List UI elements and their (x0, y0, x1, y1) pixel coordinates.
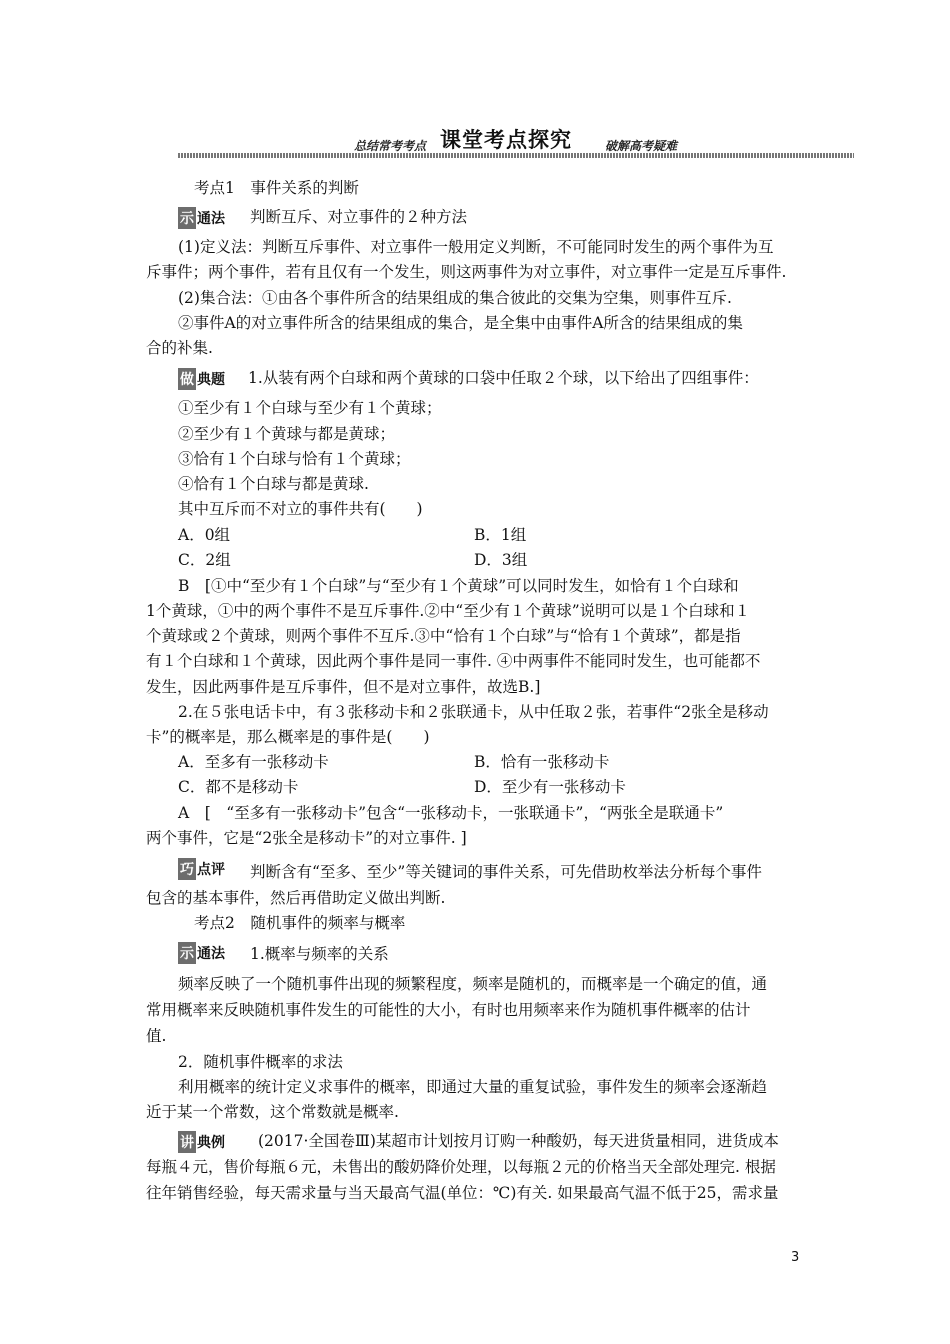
option: ③恰有１个白球与恰有１个黄球； (178, 450, 411, 468)
page-number: 3 (791, 1250, 800, 1265)
review-text: 判断含有“至多、至少”等关键词的事件关系，可先借助枚举法分析每个事件 (250, 863, 762, 881)
page-header (178, 126, 854, 160)
choice-d: D．3组 (474, 551, 528, 569)
option: ④恰有１个白球与都是黄球. (178, 475, 369, 493)
method-tag-icon: 示 (178, 942, 196, 964)
paragraph: 频率反映了一个随机事件出现的频繁程度，频率是随机的，而概率是一个确定的值，通 (178, 975, 768, 993)
method-tag: 示 通法 (178, 207, 225, 229)
header-title: 课堂考点探究 (440, 128, 572, 152)
review-tag-icon: 巧 (178, 858, 196, 880)
answer-text: 有１个白球和１个黄球，因此两个事件是同一事件. ④中两事件不能同时发生，也可能都不 (146, 652, 761, 670)
header-right-text: 破解高考疑难 (605, 139, 678, 153)
choice-c: C．都不是移动卡 (178, 778, 299, 796)
question-2: 卡”的概率是，那么概率是的事件是( ) (146, 728, 430, 746)
paragraph: 利用概率的统计定义求事件的概率，即通过大量的重复试验，事件发生的频率会逐渐趋 (178, 1078, 768, 1096)
question-1: 1.从装有两个白球和两个黄球的口袋中任取２个球，以下给出了四组事件： (248, 369, 759, 387)
answer-text: B [①中“至少有１个白球”与“至少有１个黄球”可以同时发生，如恰有１个白球和 (178, 577, 739, 595)
example-tag-icon: 讲 (178, 1131, 196, 1153)
question-prompt: 其中互斥而不对立的事件共有( ) (178, 500, 423, 518)
paragraph: (2)集合法：①由各个事件所含的结果组成的集合彼此的交集为空集，则事件互斥. (178, 289, 732, 307)
paragraph: 合的补集. (146, 339, 213, 357)
header-left-text: 总结常考考点 (354, 139, 427, 153)
choice-d: D．至少有一张移动卡 (474, 778, 626, 796)
answer-text: 1个黄球，①中的两个事件不是互斥事件.②中“至少有１个黄球”说明可以是１个白球和１ (146, 602, 751, 620)
paragraph: 值. (146, 1027, 167, 1045)
answer-text: 两个事件，它是“2张全是移动卡”的对立事件. ] (146, 829, 467, 847)
method-tag-icon: 示 (178, 207, 196, 229)
review-text: 包含的基本事件，然后再借助定义做出判断. (146, 889, 446, 907)
answer-text: 个黄球或２个黄球，则两个事件不互斥.③中“恰有１个白球”与“恰有１个黄球”，都是指 (146, 627, 741, 645)
section2-heading: 考点2 随机事件的频率与概率 (194, 914, 406, 932)
method-tag: 示 通法 (178, 942, 225, 964)
paragraph: 近于某一个常数，这个常数就是概率. (146, 1103, 399, 1121)
option: ②至少有１个黄球与都是黄球； (178, 425, 396, 443)
paragraph: ②事件A的对立事件所含的结果组成的集合，是全集中由事件A所含的结果组成的集 (178, 314, 743, 332)
example-text: (2017·全国卷Ⅲ)某超市计划按月订购一种酸奶，每天进货量相同，进货成本 (258, 1132, 779, 1150)
answer-text: A [ “至多有一张移动卡”包含“一张移动卡，一张联通卡”，“两张全是联通卡” (178, 804, 724, 822)
subsection-title: 1.概率与频率的关系 (250, 945, 389, 963)
option: ①至少有１个白球与至少有１个黄球； (178, 399, 442, 417)
example-text: 往年销售经验，每天需求量与当天最高气温(单位：℃)有关. 如果最高气温不低于25，需求量 (146, 1184, 779, 1202)
answer-text: 发生，因此两事件是互斥事件，但不是对立事件，故选B.] (146, 678, 541, 696)
header-rule (178, 153, 854, 158)
question-2: 2.在５张电话卡中，有３张移动卡和２张联通卡，从中任取２张，若事件“2张全是移动 (178, 703, 769, 721)
choice-b: B．1组 (474, 526, 527, 544)
paragraph: 常用概率来反映随机事件发生的可能性的大小，有时也用频率来作为随机事件概率的估计 (146, 1001, 751, 1019)
choice-b: B．恰有一张移动卡 (474, 753, 610, 771)
paragraph: (1)定义法：判断互斥事件、对立事件一般用定义判断，不可能同时发生的两个事件为互 (178, 238, 774, 256)
method-title: 判断互斥、对立事件的２种方法 (250, 208, 468, 226)
paragraph: 斥事件；两个事件，若有且仅有一个发生，则这两事件为对立事件，对立事件一定是互斥事件. (146, 263, 787, 281)
section1-heading: 考点1 事件关系的判断 (194, 179, 359, 197)
example-tag: 讲 典例 (178, 1131, 225, 1153)
subsection-title: 2．随机事件概率的求法 (178, 1053, 343, 1071)
example-tag: 做 典题 (178, 368, 225, 390)
choice-c: C．2组 (178, 551, 231, 569)
example-text: 每瓶４元，售价每瓶６元，未售出的酸奶降价处理，以每瓶２元的价格当天全部处理完. 根据 (146, 1158, 776, 1176)
review-tag: 巧 点评 (178, 858, 225, 880)
example-tag-icon: 做 (178, 368, 196, 390)
choice-a: A．0组 (178, 526, 231, 544)
choice-a: A．至多有一张移动卡 (178, 753, 329, 771)
